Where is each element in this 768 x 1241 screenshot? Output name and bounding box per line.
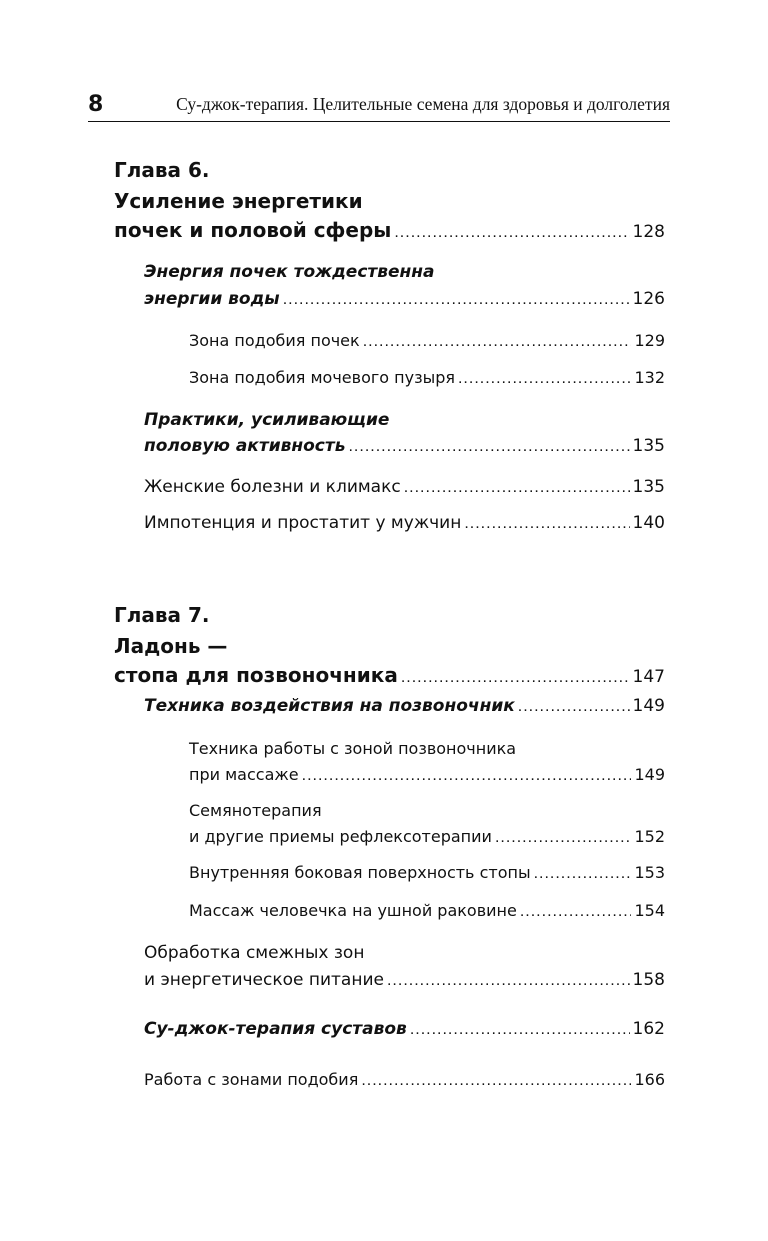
ch7-section3-entry[interactable]: [144, 1019, 665, 1039]
toc-item-line2: и другие приемы рефлексотерапии: [189, 827, 492, 846]
toc-item-page: 149: [634, 765, 665, 784]
leader-dots: [410, 1021, 630, 1039]
leader-dots: [534, 865, 632, 883]
toc-item-title: Зона подобия почек: [189, 331, 360, 350]
leader-dots: [361, 1072, 631, 1090]
toc-item-page: 129: [634, 331, 665, 350]
ch6-section1-line2: энергии воды: [144, 289, 280, 309]
leader-dots: [495, 829, 632, 847]
toc-item-title: Внутренняя боковая поверхность стопы: [189, 863, 531, 882]
list-item[interactable]: [144, 477, 665, 497]
chapter-6-title-line2: почек и половой сферы: [114, 218, 392, 242]
toc-item-page: 140: [632, 513, 665, 533]
list-item[interactable]: [144, 513, 665, 533]
leader-dots: [520, 903, 632, 921]
leader-dots: [387, 972, 630, 990]
list-item[interactable]: [189, 368, 665, 388]
list-item[interactable]: [189, 863, 665, 883]
ch6-section1-line1: Энергия почек тождественна: [144, 262, 435, 282]
ch7-section1-title: Техника воздействия на позвоночник: [144, 696, 515, 716]
ch7-section3-page: 162: [632, 1019, 665, 1039]
toc-item-title: Зона подобия мочевого пузыря: [189, 368, 455, 387]
leader-dots: [458, 370, 631, 388]
page-number: 8: [88, 92, 104, 117]
chapter-6-entry[interactable]: [114, 218, 665, 242]
header-rule: [88, 121, 670, 122]
leader-dots: [518, 698, 630, 716]
toc-item-line1: Техника работы с зоной позвоночника: [189, 739, 517, 758]
toc-item-title: Женские болезни и климакс: [144, 477, 401, 497]
toc-item-title: Импотенция и простатит у мужчин: [144, 513, 462, 533]
list-item[interactable]: [189, 331, 665, 351]
toc-item-page: 153: [634, 863, 665, 882]
toc-item-page: 166: [634, 1070, 665, 1089]
toc-item-page: 152: [634, 827, 665, 846]
running-title: Су-джок-терапия. Целительные семена для здоровья и долголетия: [176, 94, 670, 114]
leader-dots: [363, 333, 632, 351]
leader-dots: [283, 291, 630, 309]
ch7-section2-page: 158: [632, 970, 665, 990]
ch7-section1-page: 149: [632, 696, 665, 716]
ch6-section1-entry[interactable]: [144, 289, 665, 309]
ch6-section1-page: 126: [632, 289, 665, 309]
toc-item-line2: при массаже: [189, 765, 299, 784]
chapter-6-label: Глава 6.: [114, 158, 210, 182]
list-item[interactable]: [189, 901, 665, 921]
chapter-7-title-line1: Ладонь —: [114, 634, 228, 658]
ch7-section2-line1: Обработка смежных зон: [144, 943, 365, 963]
toc-item-title: Работа с зонами подобия: [144, 1070, 359, 1089]
leader-dots: [348, 438, 629, 456]
leader-dots: [464, 515, 629, 533]
ch6-section2-line2: половую активность: [144, 436, 346, 456]
toc-item-page: 154: [634, 901, 665, 920]
toc-item-page: 132: [634, 368, 665, 387]
leader-dots: [394, 224, 629, 242]
leader-dots: [401, 669, 630, 687]
ch7-section1-entry[interactable]: [144, 696, 665, 716]
chapter-7-label: Глава 7.: [114, 603, 210, 627]
toc-item-page: 135: [632, 477, 665, 497]
leader-dots: [302, 767, 632, 785]
chapter-7-page: 147: [632, 667, 665, 687]
leader-dots: [404, 479, 630, 497]
toc-item-title: Массаж человечка на ушной раковине: [189, 901, 517, 920]
chapter-6-page: 128: [632, 222, 665, 242]
ch6-section2-line1: Практики, усиливающие: [144, 410, 390, 430]
chapter-6-title-line1: Усиление энергетики: [114, 189, 363, 213]
ch6-section2-page: 135: [632, 436, 665, 456]
ch7-section2-entry[interactable]: [144, 970, 665, 990]
list-item[interactable]: [144, 1070, 665, 1090]
toc-item-line1: Семянотерапия: [189, 801, 322, 820]
page-header: [88, 92, 670, 120]
chapter-7-title-line2: стопа для позвоночника: [114, 663, 398, 687]
ch6-section2-entry[interactable]: [144, 436, 665, 456]
ch7-section3-title: Су-джок-терапия суставов: [144, 1019, 407, 1039]
ch7-section2-line2: и энергетическое питание: [144, 970, 384, 990]
list-item[interactable]: [189, 827, 665, 847]
list-item[interactable]: [189, 765, 665, 785]
chapter-7-entry[interactable]: [114, 663, 665, 687]
